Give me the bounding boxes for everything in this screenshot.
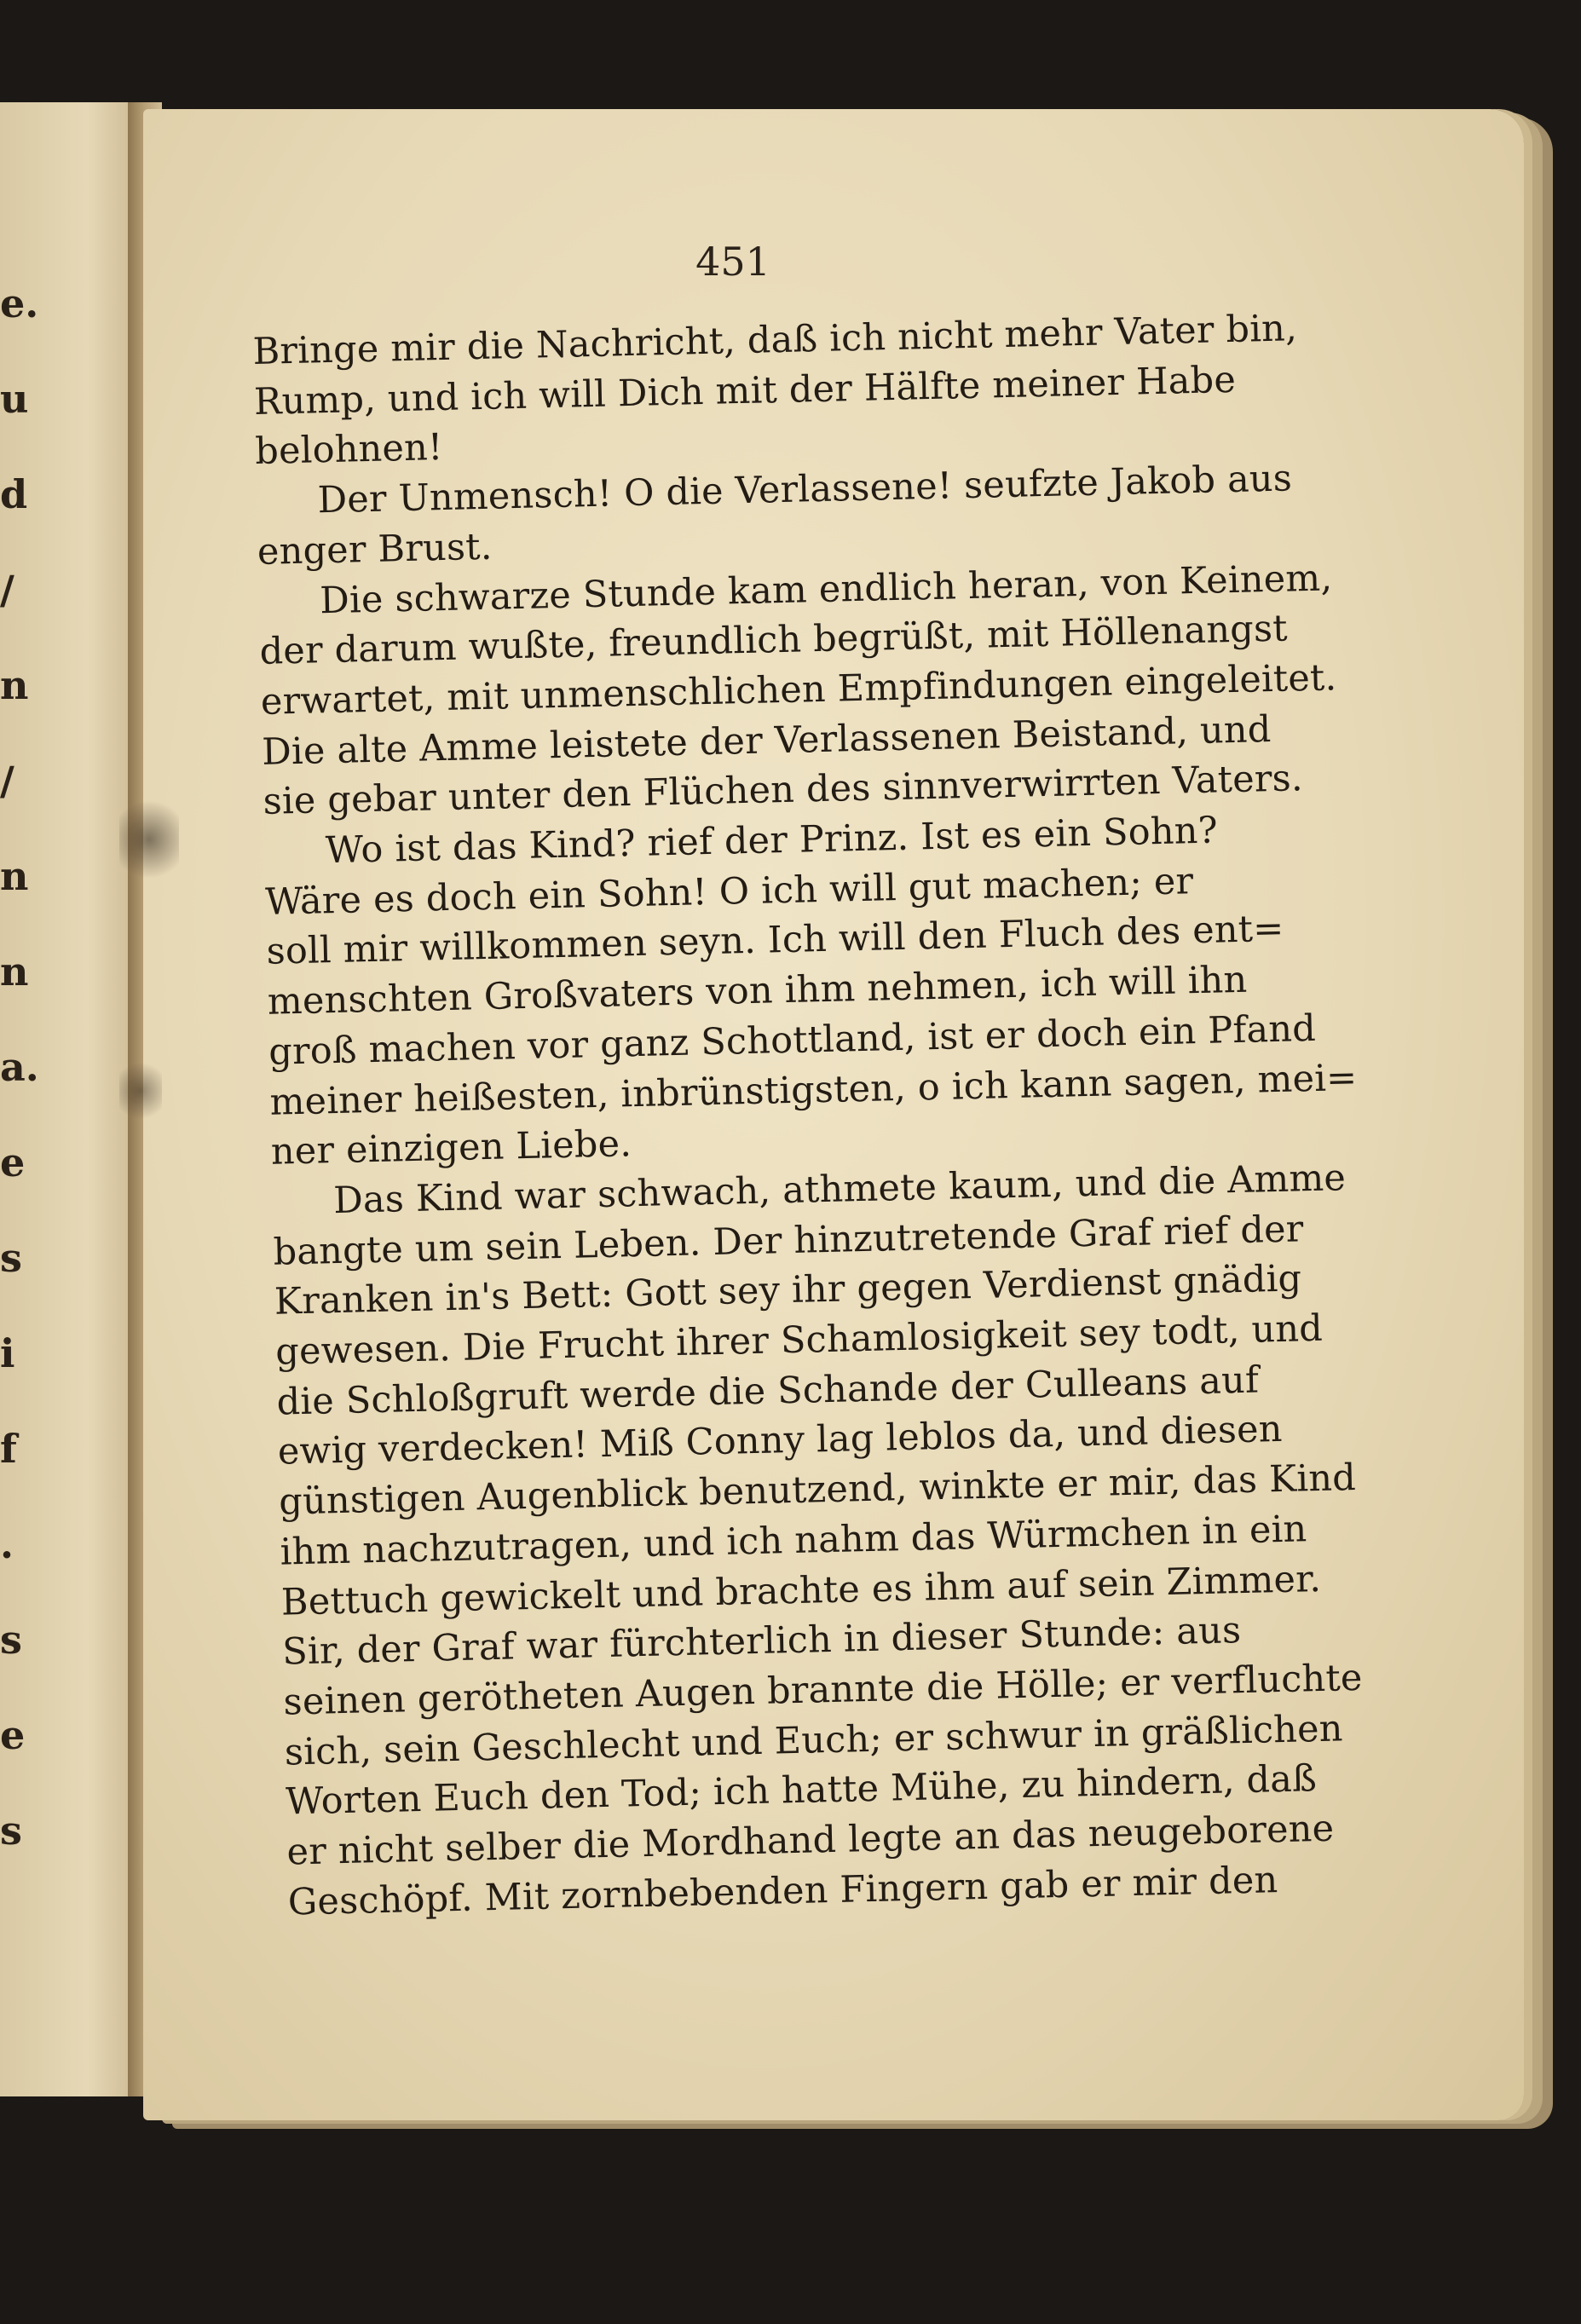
text-line: der darum wußte, freundlich begrüßt, mit Höllenangst [259, 607, 1289, 674]
text-line: günstigen Augenblick benutzend, winkte er mir, das Kind [278, 1456, 1357, 1524]
text-line: seinen gerötheten Augen brannte die Hölle; er verfluchte [283, 1656, 1364, 1724]
left-page-fragment: i [0, 1330, 15, 1376]
left-page-fragment: f [0, 1426, 17, 1472]
left-page-fragment: e. [0, 280, 39, 326]
text-line: Der Unmensch! O die Verlassene! seufzte Jakob aus [317, 457, 1293, 522]
text-line: Die schwarze Stunde kam endlich heran, von Keinem, [319, 556, 1333, 622]
text-line: ihm nachzutragen, und ich nahm das Würmchen in ein [280, 1508, 1307, 1574]
text-line: soll mir willkommen seyn. Ich will den Fluch des ent= [266, 908, 1284, 974]
text-line: bangte um sein Leben. Der hinzutretende Graf rief der [273, 1207, 1305, 1274]
text-line: erwartet, mit unmenschlichen Empfindungen eingeleitet. [260, 656, 1337, 724]
left-page-fragment: u [0, 376, 29, 422]
text-line: belohnen! [254, 426, 444, 474]
left-page-text-fragments [0, 256, 39, 1854]
text-line: Bringe mir die Nachricht, daß ich nicht mehr Vater bin, [252, 307, 1298, 373]
text-line: Rump, und ich will Dich mit der Hälfte meiner Habe [253, 358, 1237, 424]
left-page-fragment: / [0, 567, 14, 613]
text-line: Worten Euch den Tod; ich hatte Mühe, zu hindern, daß [285, 1757, 1318, 1824]
text-line: enger Brust. [257, 525, 493, 574]
left-page-fragment: n [0, 949, 29, 995]
text-line: Die alte Amme leistete der Verlassenen Beistand, und [261, 707, 1272, 774]
left-page-fragment: . [0, 1521, 14, 1567]
left-page-fragment: / [0, 758, 14, 804]
text-line: Kranken in's Bett: Gott sey ihr gegen Verdienst gnädig [274, 1257, 1302, 1324]
left-page-fragment: d [0, 471, 28, 517]
left-page-fragment: n [0, 662, 29, 708]
text-line: menschten Großvaters von ihm nehmen, ich will ihn [267, 958, 1248, 1024]
left-page-fragment: e [0, 1712, 26, 1758]
ink-stain [119, 1057, 162, 1125]
text-line: Sir, der Graf war fürchterlich in dieser Stunde: aus [281, 1609, 1242, 1674]
left-page-fragment: s [0, 1617, 22, 1663]
left-page-fragment: a. [0, 1044, 39, 1090]
text-line: er nicht selber die Mordhand legte an das neugeborene [286, 1807, 1335, 1874]
text-line: Bettuch gewickelt und brachte es ihm auf sein Zimmer. [280, 1557, 1322, 1624]
body-text [252, 304, 1364, 1928]
text-line: ewig verdecken! Miß Conny lag leblos da, und diesen [277, 1408, 1284, 1474]
text-line: Wo ist das Kind? rief der Prinz. Ist es ein Sohn? [325, 809, 1219, 873]
text-line: ner einzigen Liebe. [270, 1122, 632, 1174]
text-line: sie gebar unter den Flüchen des sinnverwirrten Vaters. [263, 757, 1304, 824]
ink-stain [119, 793, 179, 886]
left-page-fragment: n [0, 853, 29, 899]
left-page-fragment: s [0, 1808, 22, 1854]
text-line: sich, sein Geschlecht und Euch; er schwur in gräßlichen [284, 1707, 1344, 1774]
text-line: Wäre es doch ein Sohn! O ich will gut machen; er [264, 859, 1194, 924]
text-line: Geschöpf. Mit zornbebenden Fingern gab er mir den [287, 1858, 1278, 1924]
page-number: 451 [695, 239, 770, 285]
left-page-fragment: e [0, 1139, 26, 1185]
text-line: die Schloßgruft werde die Schande der Culleans auf [276, 1358, 1260, 1424]
left-page-fragment: s [0, 1235, 22, 1281]
text-line: groß machen vor ganz Schottland, ist er doch ein Pfand [268, 1006, 1317, 1074]
text-line: meiner heißesten, inbrünstigsten, o ich kann sagen, mei= [269, 1056, 1358, 1124]
text-line: Das Kind war schwach, athmete kaum, und die Amme [332, 1156, 1347, 1223]
text-line: gewesen. Die Frucht ihrer Schamlosigkeit sey todt, und [274, 1306, 1324, 1374]
